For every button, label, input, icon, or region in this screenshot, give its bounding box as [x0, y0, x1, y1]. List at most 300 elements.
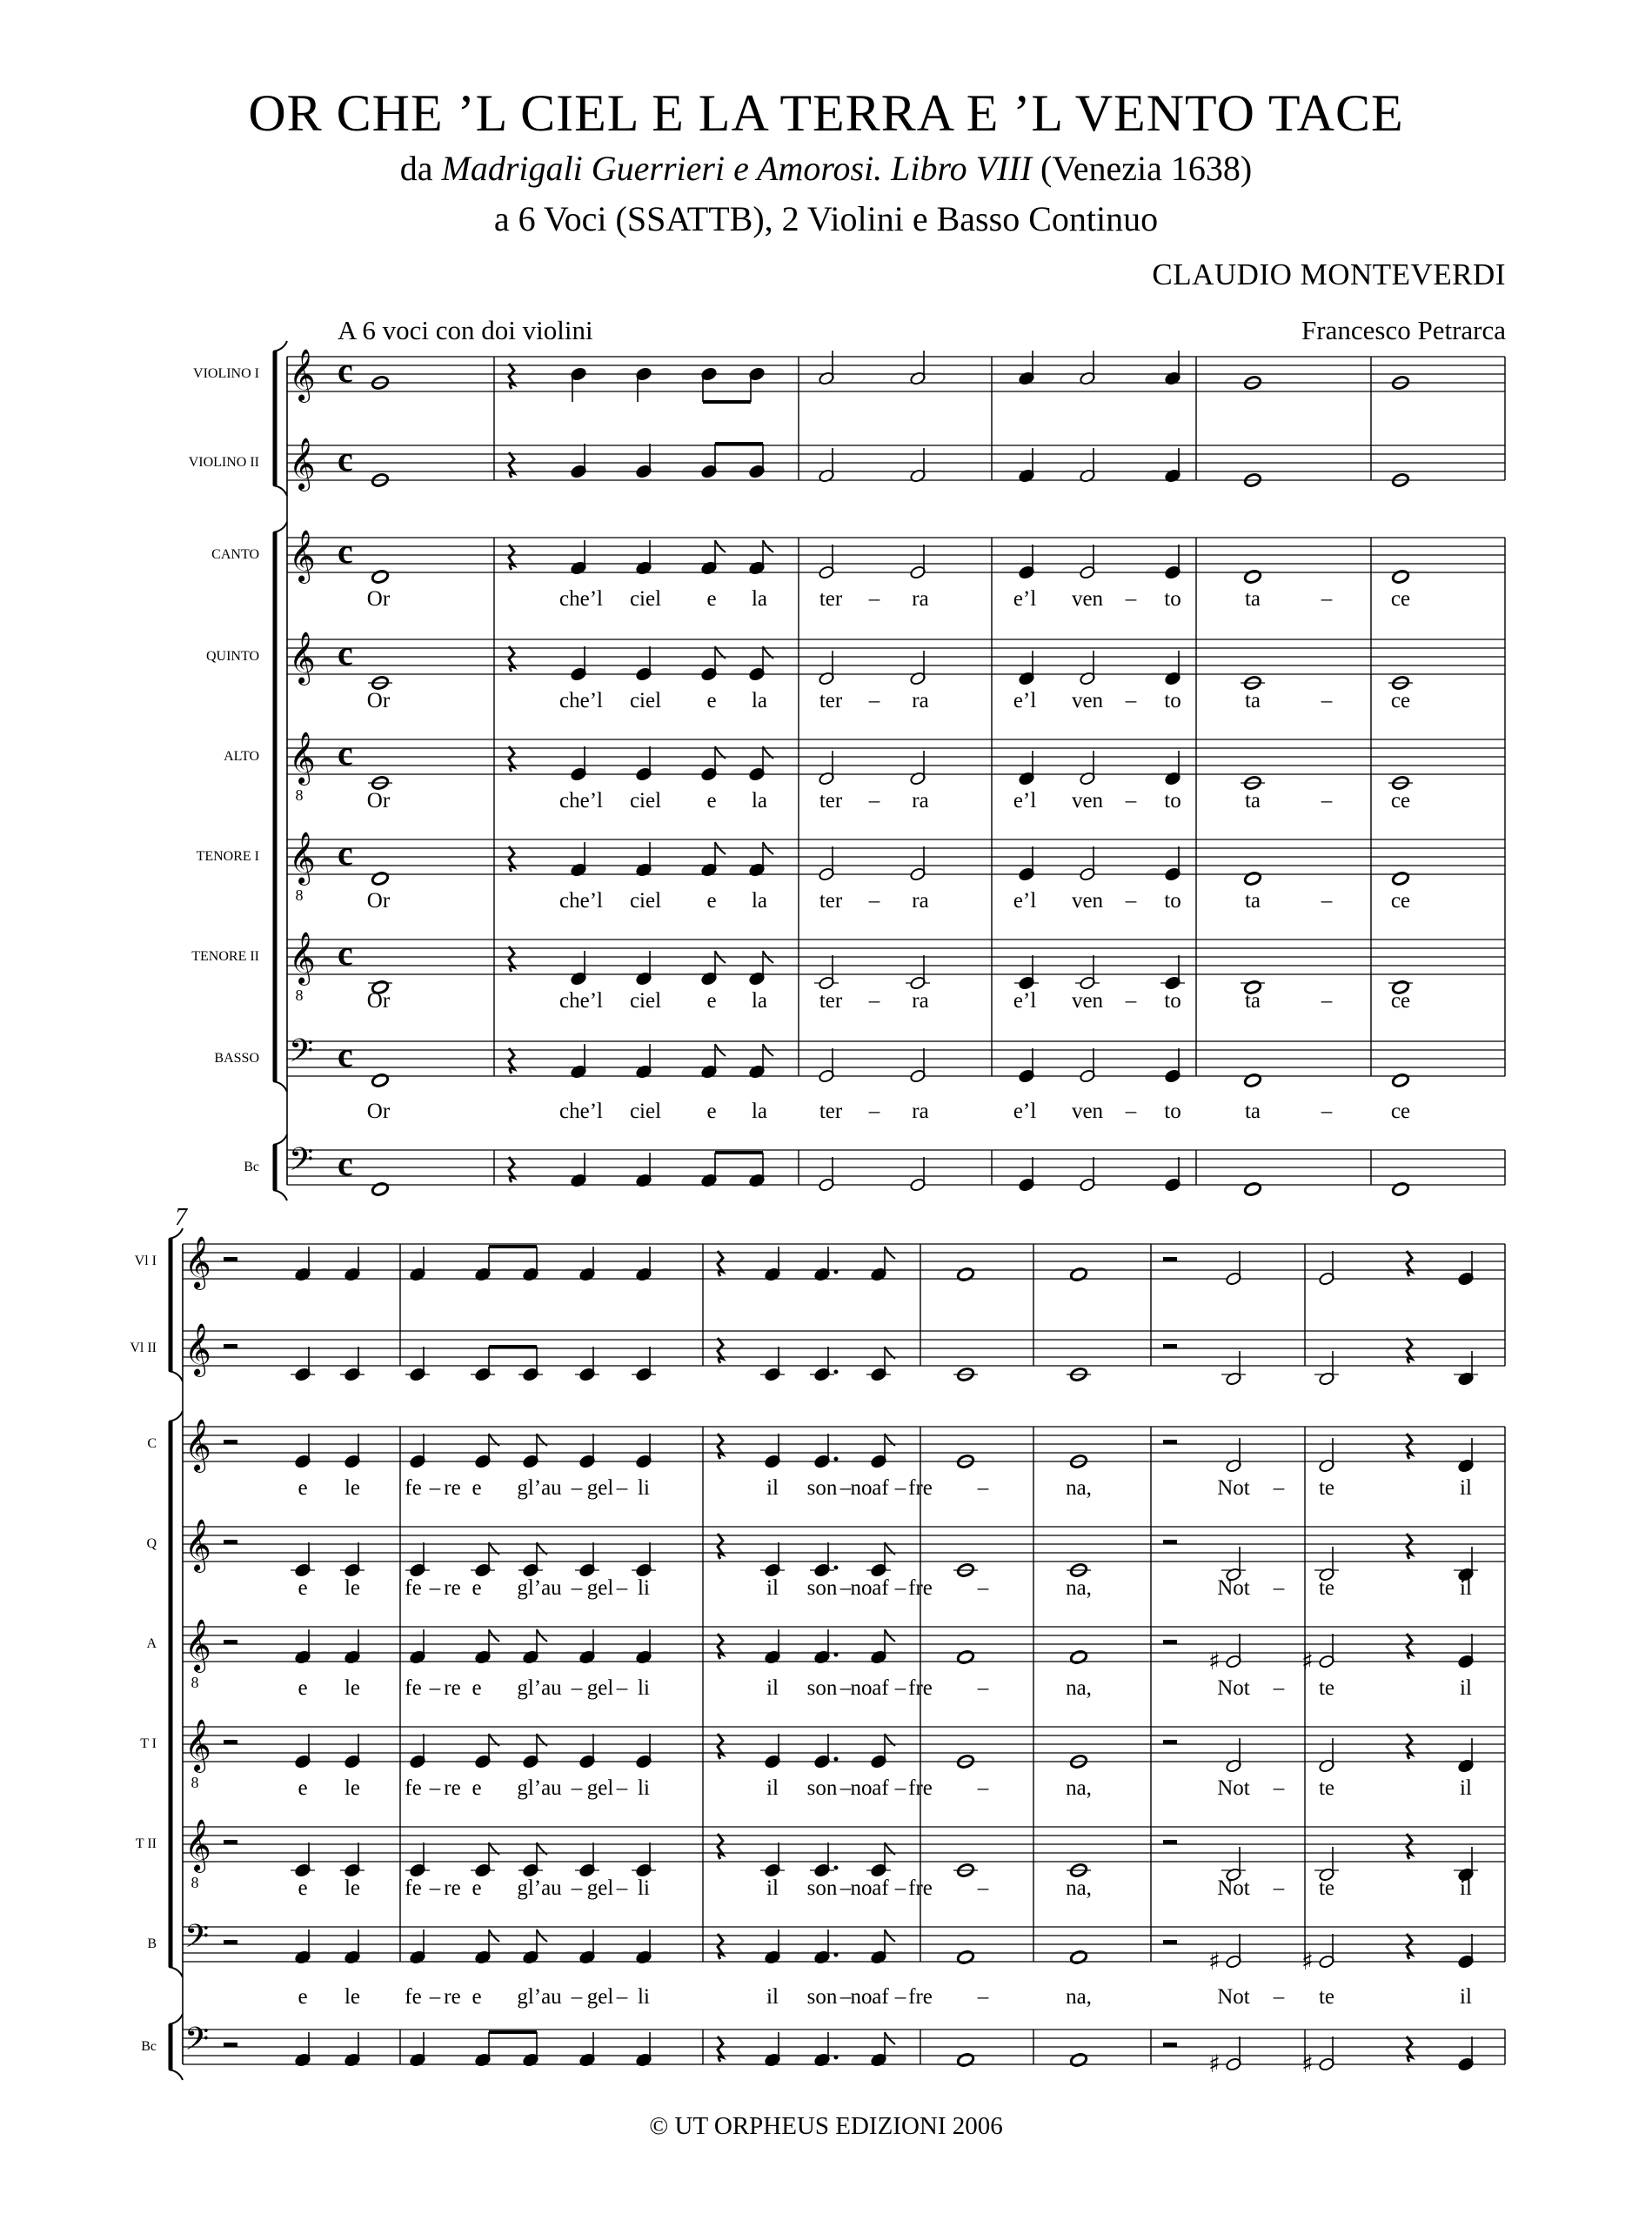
lyric-syllable: gl’au	[517, 1476, 562, 1500]
lyric-syllable: li	[638, 1876, 650, 1900]
lyric-syllable: no	[850, 1776, 873, 1800]
lyric-syllable: e	[298, 1576, 308, 1600]
source-title: Madrigali Guerrieri e Amorosi. Libro VIII	[441, 149, 1033, 188]
whole-note	[956, 2052, 974, 2067]
quarter-rest-icon	[509, 1048, 514, 1073]
lyric-syllable: –	[839, 1985, 852, 2009]
lyric-syllable: –	[1273, 1876, 1285, 1900]
lyric-syllable: –	[429, 1876, 441, 1900]
common-time-icon: c	[338, 532, 353, 571]
whole-note	[956, 1649, 974, 1664]
lyric-syllable: fre	[908, 1576, 933, 1600]
quarter-rest-icon	[1407, 1934, 1412, 1959]
half-rest-icon	[1163, 1440, 1177, 1444]
lyric-syllable: –	[571, 1776, 583, 1800]
staff-name-label: VIOLINO II	[188, 455, 259, 470]
lyric-syllable: ciel	[629, 689, 662, 712]
lyric-syllable: te	[1318, 1985, 1335, 2009]
lyric-syllable: il	[766, 1876, 779, 1900]
octave-eight-mark: 8	[191, 1674, 199, 1691]
lyric-syllable: il	[1460, 1476, 1472, 1500]
lyric-syllable: –	[839, 1476, 852, 1500]
lyric-syllable: gel	[586, 1985, 614, 2009]
lyric-syllable: re	[444, 1985, 461, 2009]
quarter-rest-icon	[1407, 2036, 1412, 2062]
bass-clef-icon: 𝄢	[184, 2021, 210, 2065]
lyric-syllable: –	[1321, 989, 1333, 1013]
bracket-hook	[169, 1371, 183, 1381]
lyric-syllable: che’l	[559, 587, 603, 611]
bracket-hook	[273, 485, 287, 496]
common-time-icon: c	[338, 633, 353, 672]
bracket-hook	[273, 1081, 287, 1092]
octave-eight-mark: 8	[295, 986, 304, 1004]
lyric-syllable: ven	[1071, 889, 1104, 913]
lyric-syllable: gel	[586, 1576, 614, 1600]
treble-clef-icon: 𝄞	[289, 732, 316, 784]
lyric-syllable: ven	[1071, 989, 1104, 1013]
lyric-syllable: ta	[1244, 789, 1261, 813]
lyric-syllable: il	[766, 1985, 779, 2009]
dot	[834, 1653, 839, 1657]
lyric-syllable: no	[850, 1985, 873, 2009]
lyric-syllable: no	[850, 1876, 873, 1900]
lyric-syllable: –	[1273, 1985, 1285, 2009]
lyric-syllable: –	[977, 1776, 989, 1800]
staff-name-label: VIOLINO I	[193, 366, 259, 381]
lyric-syllable: ter	[819, 1100, 843, 1123]
lyric-syllable: –	[977, 1476, 989, 1500]
half-rest-icon	[1163, 1344, 1177, 1348]
lyric-syllable: –	[839, 1776, 852, 1800]
lyric-syllable: –	[616, 1985, 628, 2009]
half-rest-icon	[1163, 1940, 1177, 1944]
lyric-syllable: la	[751, 789, 768, 813]
tempo-marking: A 6 voci con doi violini	[338, 315, 593, 345]
lyric-syllable: ce	[1390, 889, 1411, 913]
whole-note	[1243, 1181, 1261, 1196]
lyric-syllable: ter	[819, 889, 843, 913]
staff-name-label: A	[146, 1636, 157, 1651]
lyric-syllable: ven	[1071, 1100, 1104, 1123]
whole-note	[956, 1949, 974, 1964]
lyric-syllable: af	[872, 1576, 889, 1600]
lyric-syllable: na,	[1066, 1576, 1092, 1600]
lyric-syllable: fre	[908, 1476, 933, 1500]
bracket-hook	[273, 1134, 287, 1145]
dot	[834, 1953, 839, 1957]
whole-note	[371, 1073, 389, 1087]
measure-number: 7	[175, 1204, 187, 1231]
treble-clef-icon: 𝄞	[289, 832, 316, 884]
whole-note	[1069, 2052, 1087, 2067]
lyric-syllable: le	[344, 1776, 361, 1800]
lyric-syllable: gel	[586, 1876, 614, 1900]
lyric-syllable: –	[1321, 1100, 1333, 1123]
lyric-syllable: –	[1273, 1476, 1285, 1500]
bracket-hook	[273, 522, 287, 532]
common-time-icon: c	[338, 351, 353, 390]
lyric-syllable: Not	[1217, 1576, 1250, 1600]
dot	[834, 2056, 839, 2060]
lyric-syllable: fre	[908, 1676, 933, 1700]
treble-clef-icon: 𝄞	[289, 632, 316, 684]
composer-name: CLAUDIO MONTEVERDI	[1152, 257, 1506, 291]
lyric-syllable: ta	[1244, 989, 1261, 1013]
lyric-syllable: ra	[912, 989, 929, 1013]
lyric-syllable: Not	[1217, 1476, 1250, 1500]
half-rest-icon	[224, 1740, 237, 1744]
lyric-syllable: gl’au	[517, 1576, 562, 1600]
lyric-syllable: –	[894, 1876, 906, 1900]
source-prefix: da	[399, 149, 442, 188]
lyric-syllable: li	[638, 1476, 650, 1500]
sharp-icon: ♯	[1301, 1947, 1314, 1976]
half-rest-icon	[1163, 2043, 1177, 2047]
lyric-syllable: il	[766, 1476, 779, 1500]
lyric-syllable: il	[766, 1776, 779, 1800]
lyric-syllable: Not	[1217, 1985, 1250, 2009]
lyric-syllable: af	[872, 1676, 889, 1700]
common-time-icon: c	[338, 933, 353, 973]
lyric-syllable: fe	[405, 1876, 422, 1900]
lyric-syllable: li	[638, 1576, 650, 1600]
lyric-syllable: e	[472, 1985, 482, 2009]
lyric-syllable: ciel	[629, 789, 662, 813]
quarter-rest-icon	[718, 1834, 723, 1859]
lyric-syllable: e’l	[1013, 587, 1037, 611]
lyric-syllable: che’l	[559, 689, 603, 712]
lyric-syllable: –	[1125, 889, 1137, 913]
lyric-syllable: –	[868, 789, 880, 813]
quarter-rest-icon	[1407, 1534, 1412, 1559]
dot	[834, 1757, 839, 1762]
lyric-syllable: ven	[1071, 789, 1104, 813]
lyric-syllable: to	[1164, 689, 1181, 712]
sharp-icon: ♯	[1208, 1947, 1221, 1976]
dot	[834, 1457, 839, 1461]
bass-clef-icon: 𝄢	[289, 1141, 314, 1186]
lyric-syllable: te	[1318, 1476, 1335, 1500]
lyric-syllable: gl’au	[517, 1876, 562, 1900]
lyric-syllable: re	[444, 1876, 461, 1900]
staff-name-label: TENORE I	[196, 849, 259, 864]
lyric-syllable: la	[751, 889, 768, 913]
lyric-syllable: –	[616, 1576, 628, 1600]
sharp-icon: ♯	[1208, 2050, 1221, 2078]
quarter-rest-icon	[509, 646, 514, 672]
lyric-syllable: e	[706, 587, 717, 611]
lyric-syllable: ra	[912, 689, 929, 712]
lyric-syllable: te	[1318, 1876, 1335, 1900]
quarter-rest-icon	[1407, 1434, 1412, 1459]
lyric-syllable: ter	[819, 789, 843, 813]
quarter-rest-icon	[718, 1251, 723, 1276]
lyric-syllable: –	[616, 1776, 628, 1800]
lyric-syllable: il	[1460, 1985, 1472, 2009]
lyric-syllable: –	[1273, 1576, 1285, 1600]
lyric-syllable: e’l	[1013, 689, 1037, 712]
lyric-syllable: –	[429, 1776, 441, 1800]
lyric-syllable: fe	[405, 1985, 422, 2009]
bracket-hook	[169, 2070, 183, 2080]
lyric-syllable: –	[1125, 587, 1137, 611]
lyric-syllable: e	[706, 989, 717, 1013]
lyric-syllable: Or	[366, 587, 391, 611]
lyric-syllable: il	[766, 1676, 779, 1700]
lyric-syllable: –	[1125, 789, 1137, 813]
lyric-syllable: –	[868, 1100, 880, 1123]
sharp-icon: ♯	[1208, 1647, 1221, 1675]
lyric-syllable: –	[1321, 689, 1333, 712]
lyric-syllable: ce	[1390, 789, 1411, 813]
lyric-syllable: ce	[1390, 1100, 1411, 1123]
half-rest-icon	[224, 1540, 237, 1544]
bracket-hook	[273, 341, 287, 351]
lyric-syllable: son	[806, 1985, 838, 2009]
lyric-syllable: –	[1273, 1776, 1285, 1800]
lyric-syllable: –	[429, 1576, 441, 1600]
half-rest-icon	[224, 1344, 237, 1348]
lyric-syllable: re	[444, 1476, 461, 1500]
copyright-notice: © UT ORPHEUS EDIZIONI 2006	[649, 2112, 1003, 2140]
lyric-syllable: –	[616, 1676, 628, 1700]
lyric-syllable: –	[868, 689, 880, 712]
lyric-syllable: ciel	[629, 1100, 662, 1123]
lyric-syllable: le	[344, 1676, 361, 1700]
lyric-syllable: e	[706, 889, 717, 913]
lyric-syllable: gel	[586, 1676, 614, 1700]
lyric-syllable: e	[706, 789, 717, 813]
lyric-syllable: –	[429, 1985, 441, 2009]
piece-title: OR CHE ’L CIEL E LA TERRA E ’L VENTO TACE	[248, 84, 1404, 142]
lyric-syllable: –	[571, 1876, 583, 1900]
whole-note	[1391, 871, 1409, 886]
lyric-syllable: ra	[912, 1100, 929, 1123]
lyric-syllable: to	[1164, 1100, 1181, 1123]
lyric-syllable: ra	[912, 789, 929, 813]
lyric-syllable: son	[806, 1476, 838, 1500]
lyric-syllable: e	[298, 1776, 308, 1800]
half-rest-icon	[224, 1440, 237, 1444]
lyric-syllable: e	[706, 689, 717, 712]
lyric-syllable: la	[751, 1100, 768, 1123]
lyric-syllable: ta	[1244, 587, 1261, 611]
staff-name-label: QUINTO	[205, 649, 259, 664]
bass-clef-icon: 𝄢	[184, 1918, 210, 1963]
lyric-syllable: re	[444, 1676, 461, 1700]
lyric-syllable: Or	[366, 789, 391, 813]
lyric-syllable: e	[472, 1776, 482, 1800]
treble-clef-icon: 𝄞	[184, 1236, 211, 1288]
lyric-syllable: e’l	[1013, 789, 1037, 813]
lyric-syllable: ciel	[629, 989, 662, 1013]
quarter-rest-icon	[509, 1157, 514, 1182]
whole-note	[1243, 1073, 1261, 1087]
lyric-syllable: af	[872, 1776, 889, 1800]
lyric-syllable: –	[839, 1676, 852, 1700]
lyric-syllable: af	[872, 1476, 889, 1500]
lyric-syllable: Not	[1217, 1776, 1250, 1800]
lyric-syllable: li	[638, 1985, 650, 2009]
bracket-hook	[169, 1967, 183, 1977]
treble-clef-icon: 𝄞	[289, 932, 316, 984]
treble-clef-icon: 𝄞	[184, 1323, 211, 1375]
lyric-syllable: –	[429, 1676, 441, 1700]
lyric-syllable: gel	[586, 1476, 614, 1500]
treble-clef-icon: 𝄞	[184, 1719, 211, 1771]
lyric-syllable: il	[1460, 1876, 1472, 1900]
lyric-syllable: fe	[405, 1476, 422, 1500]
lyric-syllable: na,	[1066, 1876, 1092, 1900]
staff-name-label: ALTO	[224, 749, 259, 764]
lyric-syllable: gl’au	[517, 1676, 562, 1700]
lyric-syllable: e	[298, 1876, 308, 1900]
lyric-syllable: –	[894, 1576, 906, 1600]
quarter-rest-icon	[718, 1734, 723, 1759]
lyric-syllable: ce	[1390, 989, 1411, 1013]
half-rest-icon	[224, 1940, 237, 1944]
lyric-syllable: no	[850, 1676, 873, 1700]
lyric-syllable: re	[444, 1576, 461, 1600]
lyric-syllable: la	[751, 689, 768, 712]
sharp-icon: ♯	[1301, 2050, 1314, 2078]
lyric-syllable: la	[751, 587, 768, 611]
quarter-rest-icon	[509, 545, 514, 570]
octave-eight-mark: 8	[191, 1874, 199, 1891]
poet-name: Francesco Petrarca	[1301, 315, 1506, 345]
lyric-syllable: –	[571, 1576, 583, 1600]
whole-note	[1391, 1073, 1409, 1087]
quarter-rest-icon	[718, 1934, 723, 1959]
quarter-rest-icon	[509, 452, 514, 478]
half-rest-icon	[1163, 1640, 1177, 1644]
whole-note	[1069, 1649, 1087, 1664]
lyric-syllable: son	[806, 1876, 838, 1900]
scoring-line: a 6 Voci (SSATTB), 2 Violini e Basso Continuo	[493, 199, 1159, 238]
lyric-syllable: –	[571, 1985, 583, 2009]
lyric-syllable: ven	[1071, 689, 1104, 712]
lyric-syllable: –	[977, 1676, 989, 1700]
lyric-syllable: –	[839, 1576, 852, 1600]
lyric-syllable: le	[344, 1985, 361, 2009]
lyric-syllable: fre	[908, 1776, 933, 1800]
lyric-syllable: no	[850, 1576, 873, 1600]
lyric-syllable: –	[894, 1476, 906, 1500]
quarter-rest-icon	[1407, 1634, 1412, 1659]
whole-note	[1391, 1181, 1409, 1196]
lyric-syllable: –	[1321, 587, 1333, 611]
octave-eight-mark: 8	[295, 886, 304, 904]
lyric-syllable: no	[850, 1476, 873, 1500]
lyric-syllable: gel	[586, 1776, 614, 1800]
treble-clef-icon: 𝄞	[289, 438, 316, 490]
lyric-syllable: ter	[819, 989, 843, 1013]
treble-clef-icon: 𝄞	[184, 1419, 211, 1471]
half-rest-icon	[224, 1257, 237, 1261]
lyric-syllable: e	[298, 1985, 308, 2009]
lyric-syllable: te	[1318, 1776, 1335, 1800]
lyric-syllable: e	[706, 1100, 717, 1123]
lyric-syllable: –	[1125, 989, 1137, 1013]
whole-note	[371, 871, 389, 886]
lyric-syllable: te	[1318, 1576, 1335, 1600]
lyric-syllable: to	[1164, 789, 1181, 813]
common-time-icon: c	[338, 439, 353, 478]
lyric-syllable: fre	[908, 1985, 933, 2009]
lyric-syllable: ter	[819, 689, 843, 712]
lyric-syllable: il	[766, 1576, 779, 1600]
lyric-syllable: Not	[1217, 1676, 1250, 1700]
lyric-syllable: ce	[1390, 587, 1411, 611]
whole-note	[1243, 569, 1261, 584]
lyric-syllable: ra	[912, 587, 929, 611]
common-time-icon: c	[338, 833, 353, 873]
lyric-syllable: fe	[405, 1576, 422, 1600]
half-rest-icon	[224, 1640, 237, 1644]
quarter-rest-icon	[1407, 1734, 1412, 1759]
lyric-syllable: che’l	[559, 789, 603, 813]
staff-name-label: Bc	[244, 1160, 259, 1174]
lyric-syllable: fe	[405, 1776, 422, 1800]
quarter-rest-icon	[509, 364, 514, 389]
lyric-syllable: to	[1164, 989, 1181, 1013]
treble-clef-icon: 𝄞	[184, 1519, 211, 1571]
bass-clef-icon: 𝄢	[289, 1033, 314, 1077]
lyric-syllable: e’l	[1013, 1100, 1037, 1123]
lyric-syllable: –	[894, 1676, 906, 1700]
dot	[834, 1270, 839, 1274]
quarter-rest-icon	[718, 1534, 723, 1559]
lyric-syllable: –	[616, 1476, 628, 1500]
lyric-syllable: ciel	[629, 889, 662, 913]
lyric-syllable: na,	[1066, 1776, 1092, 1800]
lyric-syllable: –	[1125, 689, 1137, 712]
lyric-syllable: ven	[1071, 587, 1104, 611]
lyric-syllable: ta	[1244, 889, 1261, 913]
lyric-syllable: e	[472, 1876, 482, 1900]
staff-name-label: Q	[146, 1536, 157, 1551]
lyric-syllable: gl’au	[517, 1985, 562, 2009]
staff-name-label: Vl II	[130, 1341, 157, 1355]
lyric-syllable: Or	[366, 1100, 391, 1123]
lyric-syllable: che’l	[559, 1100, 603, 1123]
lyric-syllable: –	[1321, 789, 1333, 813]
whole-note	[1069, 1267, 1087, 1281]
lyric-syllable: ce	[1390, 689, 1411, 712]
half-rest-icon	[1163, 1257, 1177, 1261]
lyric-syllable: fre	[908, 1876, 933, 1900]
lyric-syllable: –	[868, 889, 880, 913]
half-rest-icon	[224, 1840, 237, 1844]
lyric-syllable: Or	[366, 889, 391, 913]
lyric-syllable: af	[872, 1876, 889, 1900]
half-rest-icon	[1163, 1540, 1177, 1544]
staff-name-label: Vl I	[134, 1254, 157, 1268]
common-time-icon: c	[338, 1144, 353, 1183]
lyric-syllable: che’l	[559, 889, 603, 913]
dot	[834, 1866, 839, 1870]
lyric-syllable: ta	[1244, 689, 1261, 712]
lyric-syllable: –	[1125, 1100, 1137, 1123]
lyric-syllable: na,	[1066, 1476, 1092, 1500]
lyric-syllable: ra	[912, 889, 929, 913]
quarter-rest-icon	[718, 1634, 723, 1659]
lyric-syllable: ter	[819, 587, 843, 611]
lyric-syllable: la	[751, 989, 768, 1013]
lyric-syllable: –	[1321, 889, 1333, 913]
sharp-icon: ♯	[1301, 1647, 1314, 1675]
